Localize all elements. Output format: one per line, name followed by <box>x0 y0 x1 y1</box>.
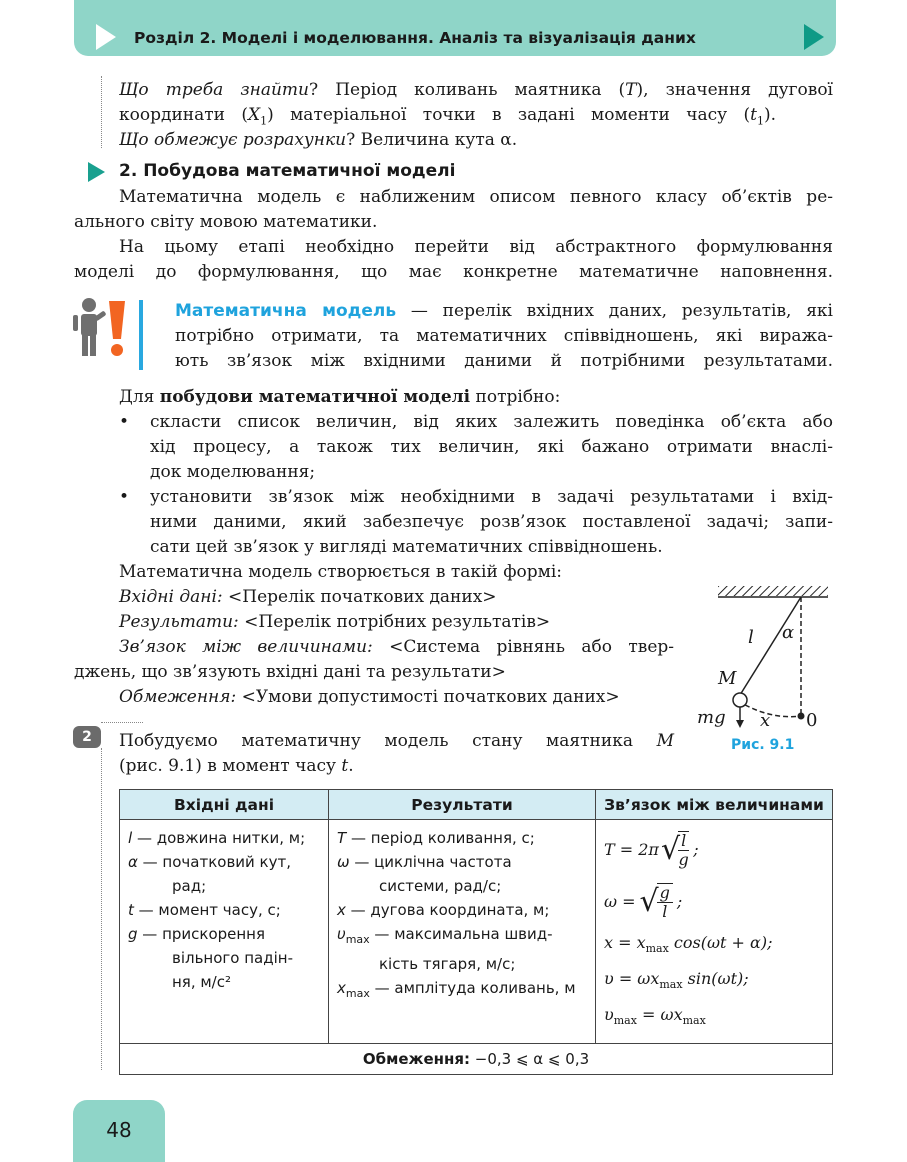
subscript: max <box>682 1014 706 1028</box>
paragraph-line: ального світу мовою математики. <box>74 212 378 232</box>
formula-omega <box>604 876 824 928</box>
form-label: Результати: <box>119 612 239 632</box>
fig-label-0: 0 <box>806 710 818 731</box>
column-header: Зв’язок між величинами <box>596 790 833 820</box>
text: — амплітуда коливань, м <box>369 979 576 997</box>
margin-divider <box>101 748 102 1070</box>
text: — початковий кут, <box>137 853 291 871</box>
formula-text: x = x <box>604 933 646 952</box>
symbol: ω <box>337 853 350 871</box>
formula-text: = ωx <box>636 1005 683 1025</box>
list-item: установити зв’язок між необхідними в задачі результатами і вхід- <box>150 487 833 507</box>
form-label: Обмеження: <box>119 687 237 707</box>
example-line <box>119 731 674 751</box>
text: — момент часу, с; <box>133 901 281 919</box>
text: — максимальна швид- <box>369 925 553 943</box>
text: Побудуємо математичну модель стану маятника <box>119 731 657 751</box>
fig-label-x: x <box>760 710 771 731</box>
text: <Система рівнянь або твер- <box>372 637 675 657</box>
section-heading: 2. Побудова математичної моделі <box>119 161 456 181</box>
list-item <box>128 922 320 946</box>
numerator: l <box>678 832 689 851</box>
play-arrow-icon <box>804 24 824 50</box>
sqrt-icon: √ <box>639 884 659 919</box>
subscript: max <box>345 987 370 1000</box>
play-arrow-icon <box>96 24 116 50</box>
intro-line <box>119 105 776 127</box>
subscript: 1 <box>260 114 268 128</box>
page-number-tab <box>73 1100 165 1162</box>
text: — період коливання, с; <box>346 829 535 847</box>
formula-period <box>604 824 824 876</box>
text: — прискорення <box>137 925 266 943</box>
text: ? Період коливань маятника ( <box>309 80 626 100</box>
formula-text: cos(ωt + α); <box>668 933 773 952</box>
list-item <box>128 898 320 922</box>
column-header: Результати <box>329 790 596 820</box>
paragraph-line: Математична модель є наближеним описом певного класу об’єктів ре- <box>119 187 833 207</box>
subscript: max <box>345 933 370 946</box>
form-label: Вхідні дані: <box>119 587 223 607</box>
list-item <box>337 850 587 874</box>
figure-caption: Рис. 9.1 <box>731 737 795 753</box>
formula-text: ; <box>693 840 699 859</box>
formula-vmax <box>604 1000 824 1036</box>
form-line <box>119 687 620 707</box>
symbol: l <box>128 829 133 847</box>
table-footer-row <box>120 1043 833 1074</box>
denominator: g <box>678 850 689 869</box>
definition-bar <box>139 300 143 370</box>
model-table <box>119 789 833 1075</box>
text: <Перелік початкових даних> <box>222 587 497 607</box>
question-label: Що треба знайти <box>119 80 309 100</box>
text: — циклічна частота <box>349 853 512 871</box>
list-item: сати цей зв’язок у вигляді математичних співвідношень. <box>150 537 663 557</box>
symbol: x <box>337 979 346 997</box>
symbol: υ <box>337 925 346 943</box>
formula-text: sin(ωt); <box>682 969 749 989</box>
text: ). <box>763 105 776 125</box>
list-item: ними даними, який забезпечує розв’язок поставленої задачі; запи- <box>150 512 833 532</box>
intro-line <box>119 80 833 100</box>
list-item <box>337 922 587 952</box>
symbol: X <box>247 105 261 125</box>
subscript: 1 <box>756 114 764 128</box>
subscript: max <box>659 978 683 992</box>
text: Для <box>119 387 160 407</box>
fraction <box>678 831 689 869</box>
text: (рис. 9.1) в момент часу <box>119 756 342 776</box>
symbol: M <box>656 731 674 751</box>
denominator: l <box>662 902 668 921</box>
list-item: док моделювання; <box>150 462 316 482</box>
bullet: • <box>119 487 130 507</box>
example-line <box>119 756 354 776</box>
constraints-label: Обмеження: <box>362 1049 470 1068</box>
symbol: t <box>128 901 134 919</box>
formula-text: T = 2π <box>604 840 659 859</box>
chapter-title: Розділ 2. Моделі і моделювання. Аналіз та візуалізація даних <box>134 29 696 47</box>
text: ) матеріальної точки в задані моменти часу ( <box>267 105 751 125</box>
chapter-header <box>74 0 836 56</box>
example-badge: 2 <box>73 726 101 748</box>
fig-label-l: l <box>748 627 754 648</box>
symbol: α <box>128 853 138 871</box>
formula-v <box>604 964 824 1000</box>
symbol: t <box>750 105 757 125</box>
fig-label-alpha: α <box>782 622 795 643</box>
definition-line: потрібно отримати, та математичних співвідношень, які виража- <box>175 326 833 346</box>
formula-text: υ <box>604 1005 614 1025</box>
list-item-cont: системи, рад/с; <box>379 877 502 895</box>
list-item: хід процесу, а також тих величин, які бажано отримати внаслі- <box>150 437 833 457</box>
list-item <box>128 826 320 850</box>
sqrt-icon: √ <box>660 832 681 867</box>
paragraph-line <box>119 387 560 407</box>
paragraph-line: На цьому етапі необхідно перейти від абстрактного формулювання <box>119 237 833 257</box>
text: — дугова координата, м; <box>345 901 550 919</box>
text: потрібно: <box>470 387 561 407</box>
margin-divider <box>101 76 102 148</box>
inputs-cell <box>120 820 329 1044</box>
symbol: g <box>128 925 138 943</box>
text: — перелік вхідних даних, результатів, які <box>396 301 833 321</box>
symbol: x <box>337 901 346 919</box>
text: — довжина нитки, м; <box>132 829 306 847</box>
page-number: 48 <box>106 1118 132 1142</box>
relations-cell <box>596 820 833 1044</box>
text: ), значення дугової <box>636 80 833 100</box>
table-row <box>120 820 833 1044</box>
paragraph-line: моделі до формулювання, що має конкретне математичне наповнення. <box>74 262 833 282</box>
list-item <box>337 898 587 922</box>
constraints-cell <box>120 1043 833 1074</box>
text: . <box>348 756 354 776</box>
fraction <box>657 883 673 921</box>
table-header-row <box>120 790 833 820</box>
formula-text: υ = ωx <box>604 969 660 989</box>
list-item-cont: ня, м/с² <box>172 973 231 991</box>
fig-label-mg: mg <box>697 707 726 728</box>
form-line <box>119 587 497 607</box>
formula-x <box>604 928 824 964</box>
subscript: max <box>645 942 669 956</box>
definition-line <box>175 301 833 321</box>
form-line: Математична модель створюється в такій формі: <box>119 562 563 582</box>
text: ? Величина кута α. <box>346 130 518 150</box>
definition-line: ють зв’язок між вхідними даними й потрібними результатами. <box>175 351 833 371</box>
numerator: g <box>657 884 673 903</box>
form-line <box>119 612 550 632</box>
intro-line <box>119 130 517 150</box>
list-item: скласти список величин, від яких залежить поведінка об’єкта або <box>150 412 833 432</box>
bullet: • <box>119 412 130 432</box>
list-item <box>128 850 320 874</box>
list-item-cont: вільного падін- <box>172 949 294 967</box>
attention-icon <box>72 297 132 359</box>
constraints-text: −0,3 ⩽ α ⩽ 0,3 <box>469 1049 590 1068</box>
formula-text: ; <box>676 892 683 911</box>
symbol: T <box>625 80 637 100</box>
form-line: джень, що зв’язують вхідні дані та результати> <box>74 662 506 682</box>
list-item-cont: кість тягаря, м/с; <box>379 955 516 973</box>
form-label: Зв’язок між величинами: <box>119 637 373 657</box>
text: <Умови допустимості початкових даних> <box>236 687 620 707</box>
subscript: max <box>613 1014 637 1028</box>
list-item-cont: рад; <box>172 877 207 895</box>
fig-label-M: M <box>718 668 737 689</box>
text: координати ( <box>119 105 248 125</box>
bold-text: побудови математичної моделі <box>159 387 471 407</box>
definition-term: Математична модель <box>175 301 397 321</box>
question-label: Що обмежує розрахунки <box>119 130 347 150</box>
list-item <box>337 976 587 1006</box>
text: <Перелік потрібних результатів> <box>238 612 551 632</box>
margin-divider <box>101 722 143 723</box>
form-line <box>119 637 674 657</box>
section-arrow-icon <box>88 162 105 182</box>
symbol: t <box>341 756 349 776</box>
formula-text: ω = <box>604 892 636 911</box>
column-header: Вхідні дані <box>120 790 329 820</box>
results-cell <box>329 820 596 1044</box>
symbol: T <box>337 829 347 847</box>
list-item <box>337 826 587 850</box>
